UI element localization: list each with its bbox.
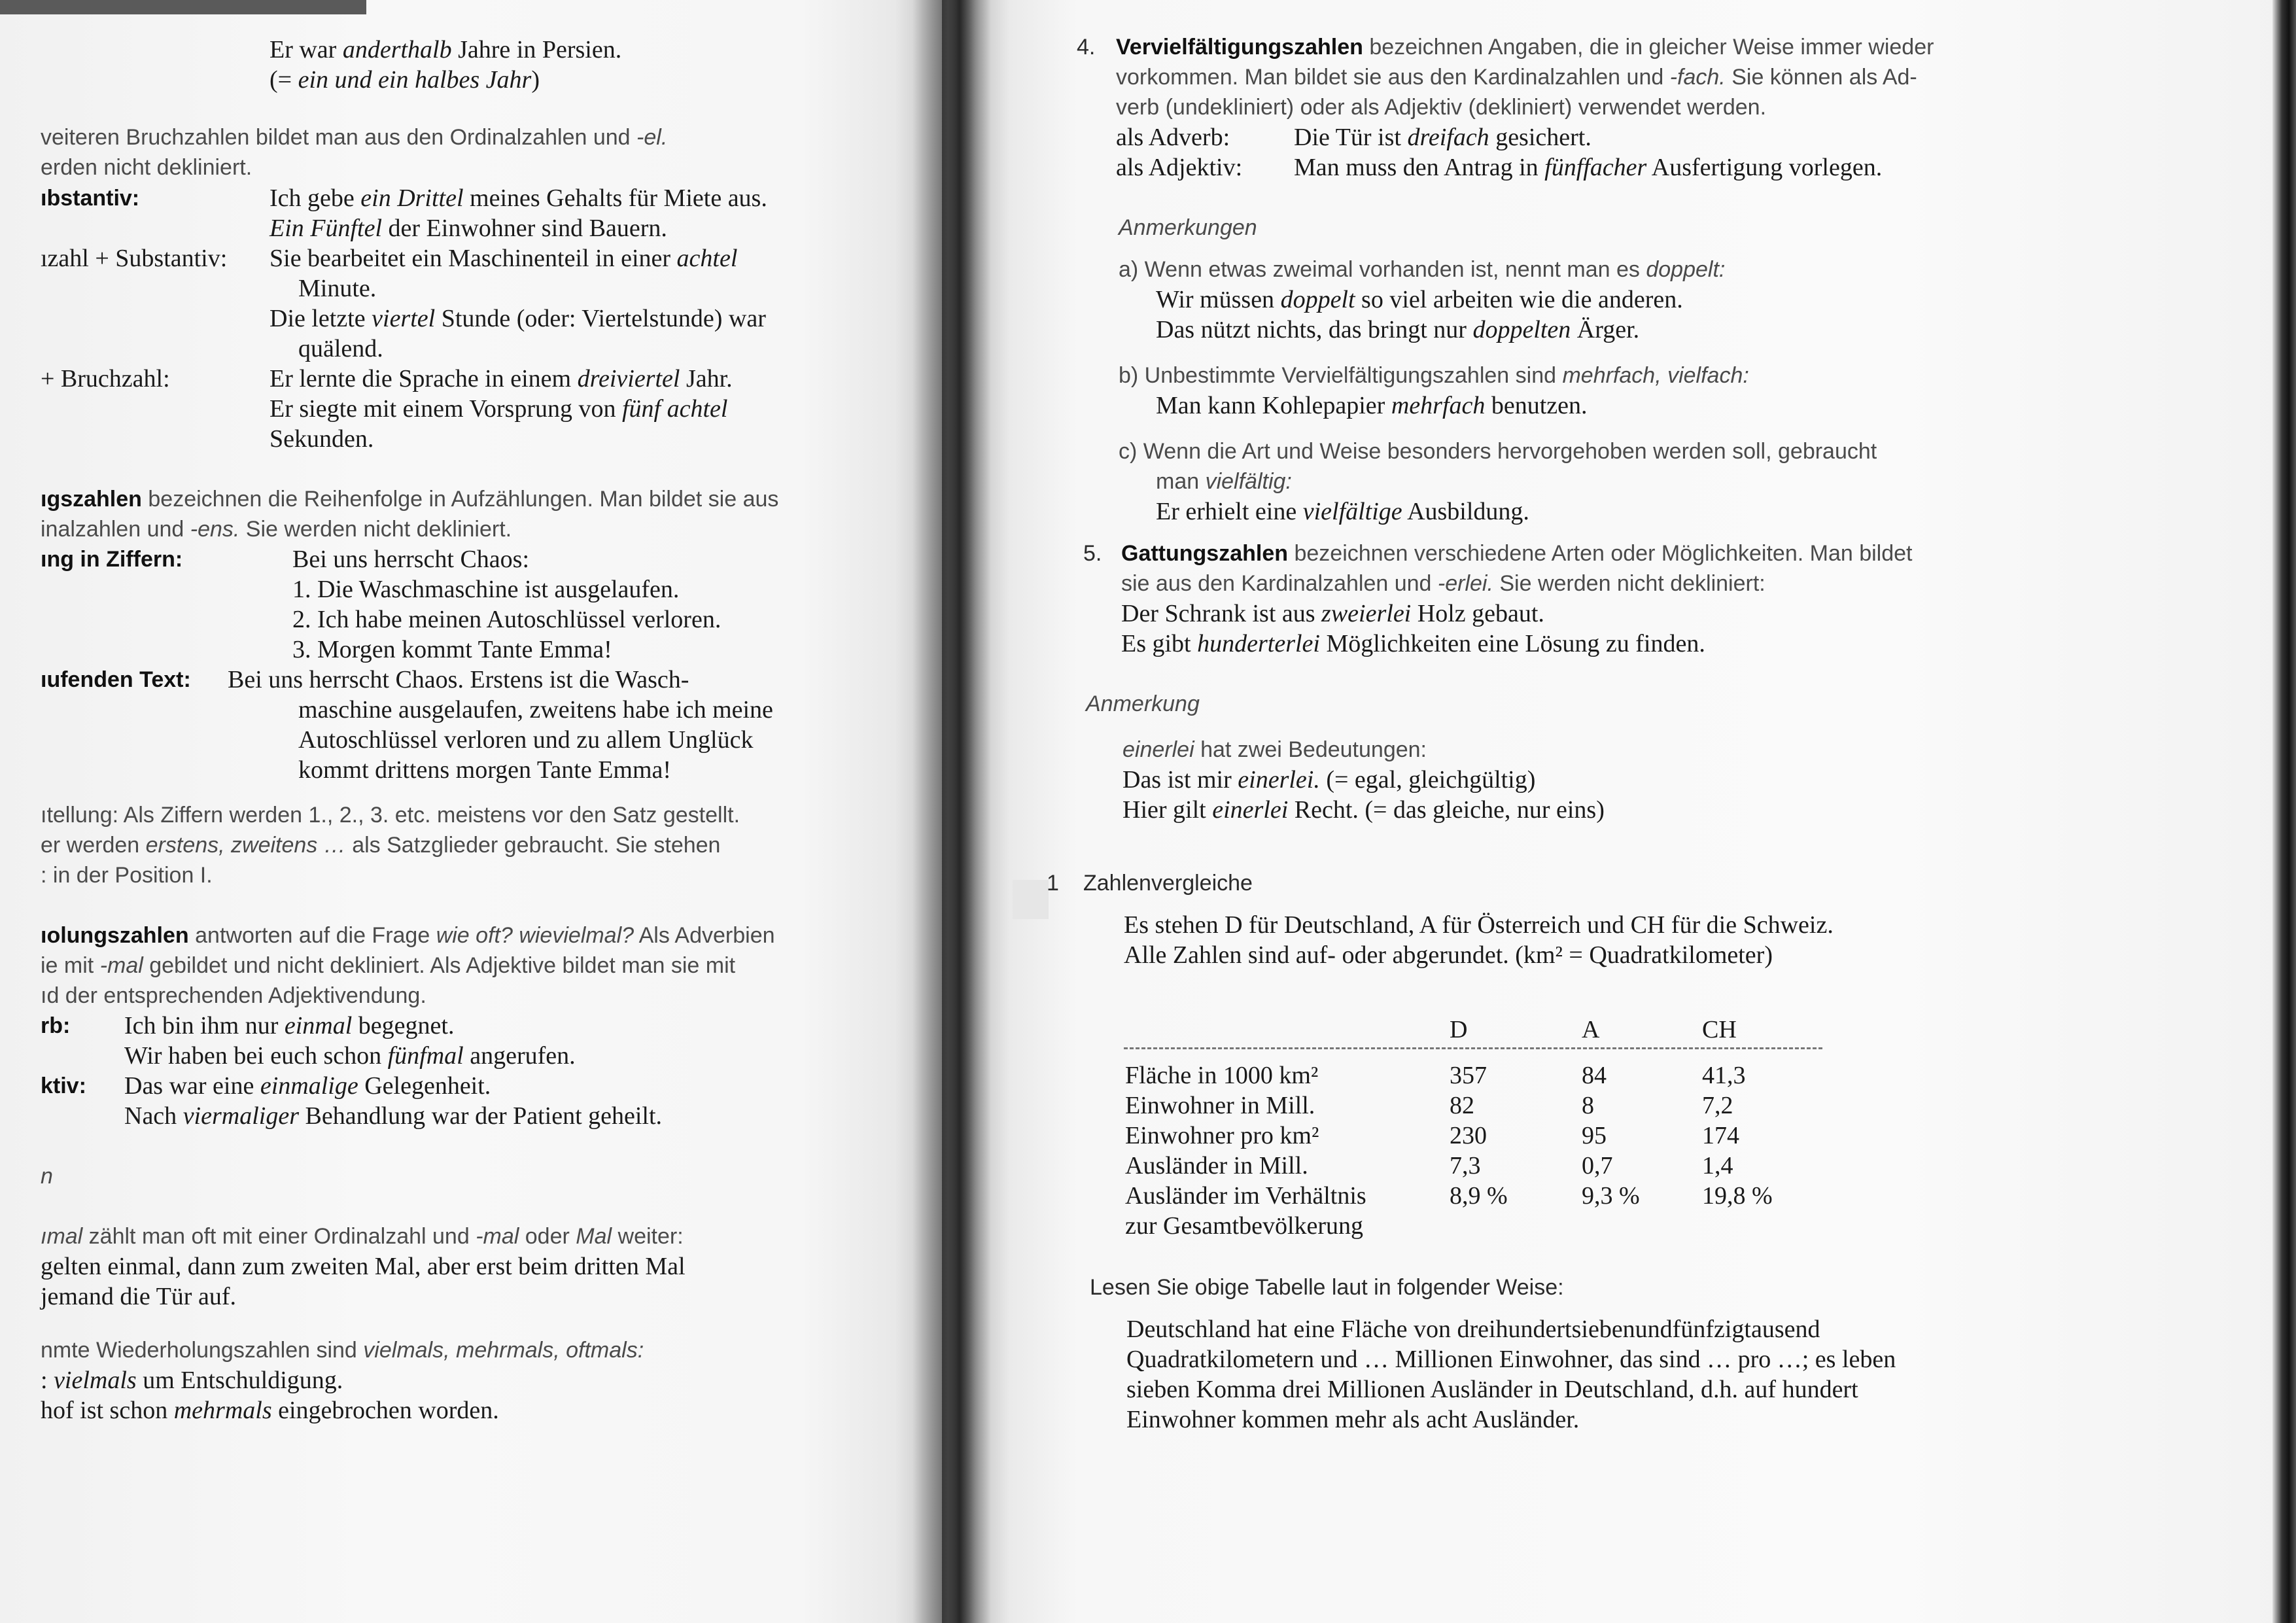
text-segment: Das ist mir (1122, 766, 1238, 794)
text-segment: Ausbildung. (1402, 498, 1529, 525)
left-text-line (41, 1335, 644, 1365)
text-segment: Minute. (298, 275, 377, 302)
table-cell: 7,2 (1702, 1092, 1733, 1119)
text-segment: als Adjektiv: (1116, 154, 1243, 181)
italic-example: vielfältig: (1205, 469, 1292, 494)
text-segment: maschine ausgelaufen, zweitens habe ich meine (298, 696, 773, 724)
text-segment: Ich bin ihm nur (124, 1012, 285, 1039)
text-segment: : in der Position I. (41, 863, 213, 888)
right-text-line (1047, 868, 1059, 898)
right-text-line (1086, 689, 1200, 719)
right-text-line (1116, 122, 1230, 152)
italic-example: doppelt (1280, 286, 1355, 313)
text-segment: b) Unbestimmte Vervielfältigungszahlen sind (1119, 363, 1563, 388)
left-text-line (292, 604, 721, 635)
text-segment: eingebrochen worden. (271, 1397, 499, 1424)
italic-example: fünffacher (1544, 154, 1647, 181)
right-text-line (1121, 599, 1544, 629)
left-text-line (298, 695, 773, 725)
text-segment: begegnet. (352, 1012, 455, 1039)
left-text-line (41, 183, 139, 213)
table-row-label: Einwohner pro km² (1125, 1122, 1319, 1149)
text-segment: inalzahlen und (41, 517, 190, 542)
text-segment: veiteren Bruchzahlen bildet man aus den Ordinalzahlen und (41, 125, 637, 150)
table-cell: 8 (1582, 1092, 1594, 1119)
right-text-line (1156, 466, 1292, 497)
text-segment: so viel arbeiten wie die anderen. (1355, 286, 1683, 313)
text-segment: : (41, 1367, 54, 1394)
italic-example: vielmals, mehrmals, oftmals: (363, 1338, 644, 1363)
text-segment: hat zwei Bedeutungen: (1194, 737, 1427, 762)
section-marker (1013, 880, 1049, 919)
right-text-line (1119, 360, 1749, 391)
italic-example: -el. (636, 125, 668, 150)
right-text-line (1090, 1272, 1564, 1302)
text-segment: Sekunden. (270, 425, 374, 453)
italic-example: Anmerkung (1086, 691, 1200, 716)
text-segment: oder (519, 1224, 576, 1249)
text-segment: meines Gehalts für Miete aus. (463, 184, 767, 212)
left-text-line (41, 951, 735, 981)
right-text-line (1119, 213, 1257, 243)
text-segment: erden nicht dekliniert. (41, 155, 252, 180)
table-cell: 84 (1582, 1062, 1607, 1089)
text-segment: Quadratkilometern und … Millionen Einwohner, das sind … pro …; es leben (1126, 1346, 1896, 1373)
left-text-line (228, 665, 689, 695)
text-segment: Hier gilt (1122, 796, 1213, 824)
text-segment: Ich gebe (270, 184, 361, 212)
italic-example: anderthalb (342, 36, 452, 63)
text-segment: Die letzte (270, 305, 372, 332)
text-segment: sie aus den Kardinalzahlen und (1121, 571, 1438, 596)
text-segment: Möglichkeiten eine Lösung zu finden. (1319, 630, 1705, 657)
left-text-line (124, 1071, 491, 1101)
left-text-line (270, 364, 733, 394)
italic-example: Ein Fünftel (270, 215, 383, 242)
text-segment: Er siegte mit einem Vorsprung von (270, 395, 622, 423)
text-segment: Bei uns herrscht Chaos. Erstens ist die Wasch- (228, 666, 689, 693)
text-segment: Wir müssen (1156, 286, 1281, 313)
text-segment: c) Wenn die Art und Weise besonders hervorgehoben werden soll, gebraucht (1119, 439, 1877, 464)
right-text-line (1156, 315, 1639, 345)
text-segment: Sie bearbeitet ein Maschinenteil in einer (270, 245, 677, 272)
left-text-line (41, 1161, 53, 1191)
text-segment: quälend. (298, 335, 383, 362)
text-segment: 3. Morgen kommt Tante Emma! (292, 636, 612, 663)
text-segment: kommt drittens morgen Tante Emma! (298, 756, 672, 784)
text-segment: rb: (41, 1013, 71, 1038)
table-cell: 9,3 % (1582, 1182, 1640, 1210)
table-column-header: A (1582, 1016, 1600, 1043)
left-page-header-rule (0, 0, 366, 14)
text-segment: Das war eine (124, 1072, 260, 1100)
italic-example: ein Drittel (360, 184, 464, 212)
text-segment: Sie werden nicht dekliniert: (1493, 571, 1765, 596)
text-segment: 5. (1083, 541, 1102, 566)
text-segment: gebildet und nicht dekliniert. Als Adjektive bildet man sie mit (143, 953, 736, 978)
term-label: ıolungszahlen (41, 923, 189, 948)
text-segment: jemand die Tür auf. (41, 1283, 236, 1310)
left-text-line (292, 635, 612, 665)
text-segment: Der Schrank ist aus (1121, 600, 1322, 627)
text-segment: Holz gebaut. (1411, 600, 1544, 627)
left-text-line (41, 1071, 86, 1101)
left-text-line (41, 514, 512, 544)
table-cell: 174 (1702, 1122, 1739, 1149)
italic-example: n (41, 1164, 53, 1189)
italic-example: Mal (576, 1224, 612, 1249)
italic-example: einmalige (260, 1072, 358, 1100)
table-cell: 7,3 (1450, 1152, 1481, 1179)
italic-example: einerlei (1122, 737, 1194, 762)
right-text-line (1126, 1344, 1896, 1374)
table-cell: 95 (1582, 1122, 1607, 1149)
left-text-line (124, 1041, 576, 1071)
text-segment: angerufen. (463, 1042, 576, 1070)
italic-example: einmal (284, 1012, 353, 1039)
text-segment: 1 (1047, 871, 1059, 896)
text-segment: 1. Die Waschmaschine ist ausgelaufen. (292, 576, 680, 603)
italic-example: -mal (99, 953, 143, 978)
text-segment: Bei uns herrscht Chaos: (292, 546, 530, 573)
left-text-line (298, 334, 383, 364)
right-text-line (1121, 629, 1705, 659)
italic-example: achtel (676, 245, 738, 272)
right-text-line (1116, 62, 1917, 92)
left-text-line (41, 1221, 684, 1251)
left-text-line (41, 800, 740, 830)
left-text-line (292, 574, 679, 604)
right-text-line (1122, 735, 1427, 765)
left-text-line (41, 1395, 499, 1425)
text-segment: a) Wenn etwas zweimal vorhanden ist, nennt man es (1119, 257, 1646, 282)
italic-example: -fach. (1669, 65, 1726, 90)
left-text-line (41, 920, 775, 951)
right-text-line (1124, 910, 1834, 940)
italic-example: doppelt: (1646, 257, 1726, 282)
text-segment: verb (undekliniert) oder als Adjektiv (dekliniert) verwendet werden. (1116, 95, 1767, 120)
text-segment: sieben Komma drei Millionen Ausländer in Deutschland, d.h. auf hundert (1126, 1376, 1858, 1403)
italic-example: mehrfach (1391, 392, 1486, 419)
text-segment: ktiv: (41, 1073, 86, 1098)
right-text-line (1126, 1374, 1858, 1405)
text-segment: antworten auf die Frage (188, 923, 436, 948)
table-row-label: Fläche in 1000 km² (1125, 1062, 1319, 1089)
italic-example: Anmerkungen (1119, 215, 1257, 240)
left-text-line (270, 243, 737, 273)
italic-example: erstens, zweitens … (145, 833, 346, 858)
italic-example: viertel (372, 305, 436, 332)
italic-example: mehrfach, vielfach: (1562, 363, 1749, 388)
left-text-line (270, 213, 667, 243)
text-segment: Sie werden nicht dekliniert. (239, 517, 512, 542)
left-text-line (41, 860, 213, 890)
right-text-line (1116, 32, 1934, 62)
text-segment: ie mit (41, 953, 100, 978)
left-text-line (270, 304, 766, 334)
text-segment: Man muss den Antrag in (1294, 154, 1545, 181)
left-text-line (41, 1251, 686, 1282)
text-segment: ızahl + Substantiv: (41, 245, 228, 272)
italic-example: -ens. (190, 517, 240, 542)
text-segment: Einwohner kommen mehr als acht Ausländer. (1126, 1406, 1580, 1433)
italic-example: ımal (41, 1224, 83, 1249)
right-text-line (1156, 497, 1529, 527)
left-text-line (41, 665, 191, 695)
text-segment: hof ist schon (41, 1397, 174, 1424)
table-header-divider (1124, 1047, 1822, 1049)
term-label: Vervielfältigungszahlen (1116, 35, 1363, 60)
table-cell: 1,4 (1702, 1152, 1733, 1179)
text-segment: Stunde (oder: Viertelstunde) war (435, 305, 766, 332)
text-segment: Als Adverbien (634, 923, 775, 948)
right-text-line (1121, 538, 1913, 568)
right-text-line (1156, 391, 1588, 421)
table-cell: 19,8 % (1702, 1182, 1773, 1210)
page-edge-shadow (2272, 0, 2296, 1623)
italic-example: einerlei (1212, 796, 1289, 824)
left-text-line (41, 544, 183, 574)
text-segment: Wir haben bei euch schon (124, 1042, 388, 1070)
left-text-line (41, 364, 170, 394)
text-segment: Gelegenheit. (358, 1072, 491, 1100)
italic-example: wie oft? wievielmal? (436, 923, 635, 948)
right-text-line (1156, 285, 1683, 315)
italic-example: -erlei. (1437, 571, 1493, 596)
table-row-label: zur Gesamtbevölkerung (1125, 1212, 1364, 1240)
right-text-line (1119, 436, 1877, 466)
right-text-line (1122, 795, 1605, 825)
right-text-line (1124, 940, 1773, 970)
left-text-line (41, 1282, 236, 1312)
text-segment: Deutschland hat eine Fläche von dreihundertsiebenundfünfzigtausend (1126, 1316, 1820, 1343)
table-cell: 82 (1450, 1092, 1474, 1119)
text-segment: + Bruchzahl: (41, 365, 170, 393)
table-cell: 357 (1450, 1062, 1487, 1089)
text-segment: Ausfertigung vorlegen. (1646, 154, 1883, 181)
text-segment: Jahre in Persien. (451, 36, 622, 63)
right-text-line (1119, 254, 1725, 285)
text-segment: 4. (1077, 35, 1096, 60)
text-segment: als Adverb: (1116, 124, 1230, 151)
book-gutter-shadow (913, 0, 991, 1623)
text-segment: Das nützt nichts, das bringt nur (1156, 316, 1473, 343)
left-text-line (298, 755, 671, 785)
right-text-line (1122, 765, 1535, 795)
text-segment: ıtellung: Als Ziffern werden 1., 2., 3. etc. meistens vor den Satz gestellt. (41, 803, 740, 828)
text-segment: Ärger. (1571, 316, 1640, 343)
text-segment: man (1156, 469, 1206, 494)
text-segment: bezeichnen Angaben, die in gleicher Weise immer wieder (1363, 35, 1934, 60)
left-text-line (124, 1101, 662, 1131)
italic-example: fünf achtel (621, 395, 728, 423)
text-segment: Sie können als Ad- (1725, 65, 1917, 90)
italic-example: dreiviertel (577, 365, 680, 393)
right-text-line (1083, 868, 1253, 898)
term-label: ıgszahlen (41, 487, 142, 512)
text-segment: Jahr. (680, 365, 733, 393)
table-column-header: CH (1702, 1016, 1737, 1043)
italic-example: zweierlei (1321, 600, 1412, 627)
text-segment: ıd der entsprechenden Adjektivendung. (41, 983, 426, 1008)
text-segment: bezeichnen die Reihenfolge in Aufzählungen. Man bildet sie aus (141, 487, 779, 512)
left-text-line (124, 1011, 454, 1041)
text-segment: Nach (124, 1102, 183, 1130)
left-text-line (270, 424, 374, 454)
table-row-label: Ausländer in Mill. (1125, 1152, 1308, 1179)
text-segment: als Satzglieder gebraucht. Sie stehen (345, 833, 721, 858)
right-text-line (1126, 1405, 1579, 1435)
text-segment: ıng in Ziffern: (41, 547, 183, 572)
text-segment: vorkommen. Man bildet sie aus den Kardinalzahlen und (1116, 65, 1670, 90)
left-text-line (298, 725, 753, 755)
right-text-line (1121, 568, 1765, 599)
text-segment: Er lernte die Sprache in einem (270, 365, 578, 393)
left-text-line (41, 830, 720, 860)
text-segment: (= (270, 66, 298, 94)
left-page (0, 0, 942, 1623)
italic-example: fünfmal (387, 1042, 464, 1070)
text-segment: zählt man oft mit einer Ordinalzahl und (82, 1224, 476, 1249)
table-cell: 0,7 (1582, 1152, 1613, 1179)
left-text-line (41, 1011, 70, 1041)
right-text-line (1126, 1314, 1820, 1344)
text-segment: Er war (270, 36, 343, 63)
text-segment: gelten einmal, dann zum zweiten Mal, aber erst beim dritten Mal (41, 1253, 686, 1280)
left-text-line (270, 183, 767, 213)
italic-example: doppelten (1472, 316, 1571, 343)
table-column-header: D (1450, 1016, 1468, 1043)
text-segment: benutzen. (1485, 392, 1588, 419)
italic-example: hunderterlei (1197, 630, 1320, 657)
text-segment: 2. Ich habe meinen Autoschlüssel verloren. (292, 606, 722, 633)
italic-example: viermaliger (183, 1102, 299, 1130)
italic-example: dreifach (1407, 124, 1489, 151)
text-segment: Zahlenvergleiche (1083, 871, 1253, 896)
text-segment: der Einwohner sind Bauern. (382, 215, 667, 242)
text-segment: bezeichnen verschiedene Arten oder Möglichkeiten. Man bildet (1288, 541, 1913, 566)
right-text-line (1294, 152, 1882, 183)
left-text-line (41, 484, 778, 514)
text-segment: Recht. (= das gleiche, nur eins) (1288, 796, 1605, 824)
text-segment: Es gibt (1121, 630, 1198, 657)
text-segment: Er erhielt eine (1156, 498, 1303, 525)
left-text-line (41, 981, 426, 1011)
text-segment: gesichert. (1489, 124, 1592, 151)
text-segment: (= egal, gleichgültig) (1319, 766, 1536, 794)
text-segment: Man kann Kohlepapier (1156, 392, 1391, 419)
text-segment: um Entschuldigung. (136, 1367, 343, 1394)
left-text-line (41, 152, 252, 183)
text-segment: er werden (41, 833, 146, 858)
left-text-line (41, 243, 227, 273)
left-text-line (41, 1365, 343, 1395)
italic-example: ein und ein halbes Jahr (298, 66, 532, 94)
text-segment: nmte Wiederholungszahlen sind (41, 1338, 364, 1363)
text-segment: weiter: (612, 1224, 684, 1249)
text-segment: ıbstantiv: (41, 186, 140, 211)
right-text-line (1083, 538, 1102, 568)
text-segment: Lesen Sie obige Tabelle laut in folgender Weise: (1090, 1275, 1564, 1300)
italic-example: vielmals (54, 1367, 137, 1394)
table-cell: 41,3 (1702, 1062, 1746, 1089)
right-text-line (1116, 92, 1766, 122)
text-segment: ) (531, 66, 540, 94)
left-text-line (270, 35, 621, 65)
right-text-line (1116, 152, 1242, 183)
text-segment: Es stehen D für Deutschland, A für Österreich und CH für die Schweiz. (1124, 911, 1834, 939)
left-text-line (292, 544, 529, 574)
text-segment: Die Tür ist (1294, 124, 1408, 151)
text-segment: Behandlung war der Patient geheilt. (298, 1102, 663, 1130)
italic-example: -mal (476, 1224, 519, 1249)
table-row-label: Ausländer im Verhältnis (1125, 1182, 1366, 1210)
table-row-label: Einwohner in Mill. (1125, 1092, 1315, 1119)
left-text-line (41, 122, 667, 152)
text-segment: Autoschlüssel verloren und zu allem Unglück (298, 726, 754, 754)
left-text-line (298, 273, 376, 304)
left-text-line (270, 394, 727, 424)
italic-example: einerlei. (1238, 766, 1320, 794)
italic-example: vielfältige (1302, 498, 1402, 525)
left-text-line (270, 65, 540, 95)
text-segment: Alle Zahlen sind auf- oder abgerundet. (km² = Quadratkilometer) (1124, 941, 1773, 969)
right-text-line (1294, 122, 1592, 152)
text-segment: ıufenden Text: (41, 667, 191, 692)
right-text-line (1077, 32, 1095, 62)
table-cell: 8,9 % (1450, 1182, 1508, 1210)
italic-example: mehrmals (173, 1397, 272, 1424)
term-label: Gattungszahlen (1121, 541, 1289, 566)
table-cell: 230 (1450, 1122, 1487, 1149)
